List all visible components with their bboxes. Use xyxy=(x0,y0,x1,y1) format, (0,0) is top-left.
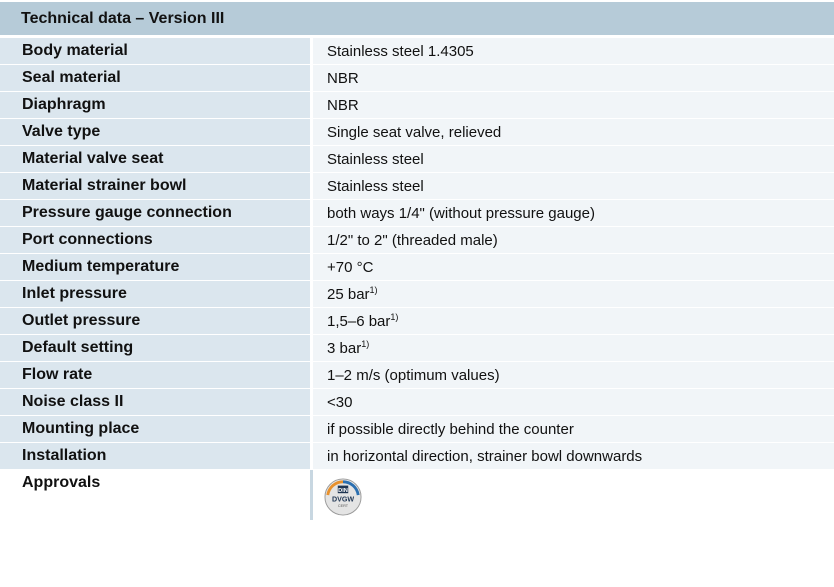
table-row xyxy=(0,254,834,280)
row-value: NBR xyxy=(313,65,834,91)
table-row xyxy=(0,335,834,361)
table-row xyxy=(0,173,834,199)
row-label: Outlet pressure xyxy=(0,308,310,334)
row-label: Port connections xyxy=(0,227,310,253)
table-title-text: Technical data – Version III xyxy=(21,9,225,27)
table-row xyxy=(0,362,834,388)
row-value: in horizontal direction, strainer bowl downwards xyxy=(313,443,834,469)
row-label: Material valve seat xyxy=(0,146,310,172)
row-label: Medium temperature xyxy=(0,254,310,280)
row-label: Pressure gauge connection xyxy=(0,200,310,226)
footnote-marker: 1) xyxy=(390,312,399,322)
seal-main-text: DVGW xyxy=(331,495,355,504)
seal-bottom-text: CERT xyxy=(337,503,349,508)
row-label: Default setting xyxy=(0,335,310,361)
table-row xyxy=(0,146,834,172)
value-text: 1,5–6 bar xyxy=(327,312,391,330)
row-label: Flow rate xyxy=(0,362,310,388)
table-row-approvals xyxy=(0,470,834,520)
table-row xyxy=(0,389,834,415)
row-value: NBR xyxy=(313,92,834,118)
row-value: Stainless steel xyxy=(313,173,834,199)
table-row xyxy=(0,416,834,442)
row-label: Body material xyxy=(0,38,310,64)
table-row xyxy=(0,308,834,334)
row-value: 1/2" to 2" (threaded male) xyxy=(313,227,834,253)
row-value xyxy=(313,308,834,334)
seal-top-text: DIN xyxy=(338,487,348,494)
row-label: Installation xyxy=(0,443,310,469)
row-value xyxy=(313,470,834,520)
value-text: 3 bar xyxy=(327,339,362,357)
row-label: Noise class II xyxy=(0,389,310,415)
row-label: Mounting place xyxy=(0,416,310,442)
row-value: <30 xyxy=(313,389,834,415)
row-label: Approvals xyxy=(0,470,310,520)
table-title xyxy=(0,0,834,35)
table-row xyxy=(0,227,834,253)
footnote-marker: 1) xyxy=(361,339,370,349)
table-row xyxy=(0,443,834,469)
table-row xyxy=(0,38,834,64)
row-value: Stainless steel 1.4305 xyxy=(313,38,834,64)
row-value: if possible directly behind the counter xyxy=(313,416,834,442)
row-label: Material strainer bowl xyxy=(0,173,310,199)
row-value: +70 °C xyxy=(313,254,834,280)
row-label: Inlet pressure xyxy=(0,281,310,307)
table-row xyxy=(0,281,834,307)
row-value xyxy=(313,335,834,361)
value-text: 25 bar xyxy=(327,285,370,303)
footnote-marker: 1) xyxy=(369,285,378,295)
row-value: 1–2 m/s (optimum values) xyxy=(313,362,834,388)
row-value xyxy=(313,281,834,307)
row-label: Seal material xyxy=(0,65,310,91)
table-row xyxy=(0,119,834,145)
table-row xyxy=(0,65,834,91)
dvgw-cert-seal-icon xyxy=(324,478,362,516)
table-row xyxy=(0,92,834,118)
row-value: both ways 1/4" (without pressure gauge) xyxy=(313,200,834,226)
row-label: Valve type xyxy=(0,119,310,145)
table-row xyxy=(0,200,834,226)
row-value: Stainless steel xyxy=(313,146,834,172)
row-value: Single seat valve, relieved xyxy=(313,119,834,145)
row-label: Diaphragm xyxy=(0,92,310,118)
